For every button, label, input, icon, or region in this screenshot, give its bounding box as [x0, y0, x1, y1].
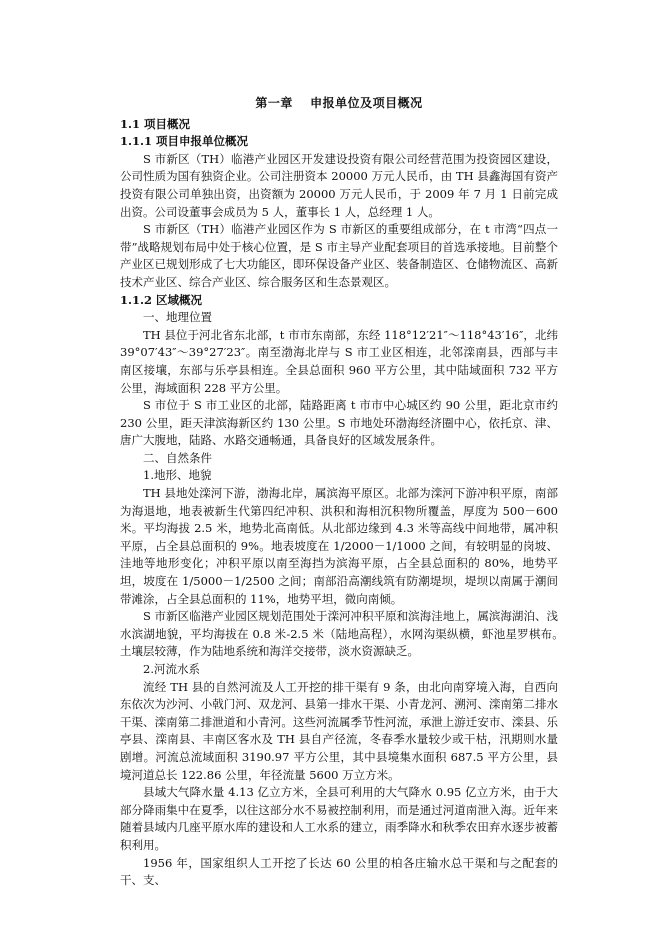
subheading-terrain: 1.地形、地貌: [143, 468, 212, 483]
section-heading-1-1-2: 1.1.2 区域概况: [120, 292, 203, 307]
document-body: [120, 95, 581, 890]
paragraph-company-2: S 市新区（TH）临港产业园区作为 S 市新区的重要组成部分，在 t 市湾“四点一带”战略规划布局中处于核心位置，是 S 市主导产业配套项目的首选承接地。目前整个产业区已规划形成了七大功能区，即环保设备产业区、装备制造区、仓储物流区、高新技术产业区、综合产业区、综合服务区和生态景观区。: [120, 222, 558, 289]
subheading-geo: 一、地理位置: [143, 310, 212, 325]
chapter-title: 第一章 申报单位及项目概况: [255, 96, 423, 110]
paragraph-river-1: 流经 TH 县的自然河流及人工开挖的排干渠有 9 条，由北向南穿境入海，自西向东依次为沙河、小戟门河、双龙河、县第一排水干渠、小青龙河、溯河、滦南第二排水干渠、滦南第二排泄道和小青河。这些河流属季节性河流，承泄上游迁安市、滦县、乐亭县、滦南县、丰南区客水及 TH 县自产径流，冬春季水量较少或干枯，汛期则水量剧增。河流总流域面积 3190.97 平方公里，其中县境集水面积 687.5 平方公里，县境河道总长 122.86 公里，年径流量 5600 万立方米。: [120, 679, 558, 782]
section-heading-1-1: 1.1 项目概况: [120, 116, 191, 131]
paragraph-geo-1: TH 县位于河北省东北部，t 市市东南部，东经 118°12′21″～118°43′16″，北纬 39°07′43″～39°27′23″。南至渤海北岸与 S 市工业区相连，北邻滦南县，西部与丰南区接壤，东部与乐亭县相连。全县总面积 960 平方公里，其中陆域面积 732 平方公里，海域面积 228 平方公里。: [120, 327, 558, 395]
subheading-natural: 二、自然条件: [143, 450, 212, 465]
paragraph-river-3: 1956 年，国家组织人工开挖了长达 60 公里的柏各庄输水总干渠和与之配套的干、支、: [120, 855, 558, 888]
paragraph-terrain-1: TH 县地处滦河下游，渤海北岸，属滨海平原区。北部为滦河下游冲积平原，南部为海退地，地表被新生代第四纪冲积、洪积和海相沉积物所覆盖，厚度为 500－600 米。平均海拔 2.5 米，地势北高南低。从北部边缘到 4.3 米等高线中间地带，属冲积平原，占全县总面积的 9%。地表坡度在 1/2000－1/1000 之间，有较明显的岗坡、洼地等地形变化；冲积平原以南至海挡为滨海平原，占全县总面积的 80%，地势平坦，坡度在 1/5000－1/2500 之间；南部沿高潮线筑有防潮堤坝，堤坝以南属于潮间带滩涂，占全县总面积的 11%，地势平坦，微向南倾。: [120, 486, 558, 606]
paragraph-river-2: 县域大气降水量 4.13 亿立方米，全县可利用的大气降水 0.95 亿立方米，由于大部分降雨集中在夏季，以往这部分水不易被控制利用，而是通过河道南泄入海。近年来随着县域内几座平原水库的建设和人工水系的建立，雨季降水和秋季农田弃水逐步被蓄积利用。: [120, 785, 558, 852]
subheading-river: 2.河流水系: [143, 662, 200, 676]
section-heading-1-1-1: 1.1.1 项目申报单位概况: [120, 134, 249, 149]
paragraph-company-1: S 市新区（TH）临港产业园区开发建设投资有限公司经营范围为投资园区建设，公司性质为国有独资企业。公司注册资本 20000 万元人民币，由 TH 县鑫海国有资产投资有限公司单独出资，出资额为 20000 万元人民币，于 2009 年 7 月 1 日前完成出资。公司设董事会成员为 5 人，董事长 1 人，总经理 1 人。: [120, 151, 558, 219]
paragraph-geo-2: S 市位于 S 市工业区的北部，陆路距离 t 市市中心城区约 90 公里，距北京市约 230 公里，距天津滨海新区约 130 公里。S 市地处环渤海经济圈中心，依托京、津、唐广大腹地，陆路、水路交通畅通，具备良好的区域发展条件。: [120, 398, 558, 448]
paragraph-terrain-2: S 市新区临港产业园区规划范围处于滦河冲积平原和滨海洼地上，属滨海湖泊、浅水滨湖地貌，平均海拔在 0.8 米-2.5 米（陆地高程），水网沟渠纵横，虾池星罗棋布。 土壤层较薄，作为陆地系统和海洋交接带，淡水资源缺乏。: [120, 609, 581, 659]
